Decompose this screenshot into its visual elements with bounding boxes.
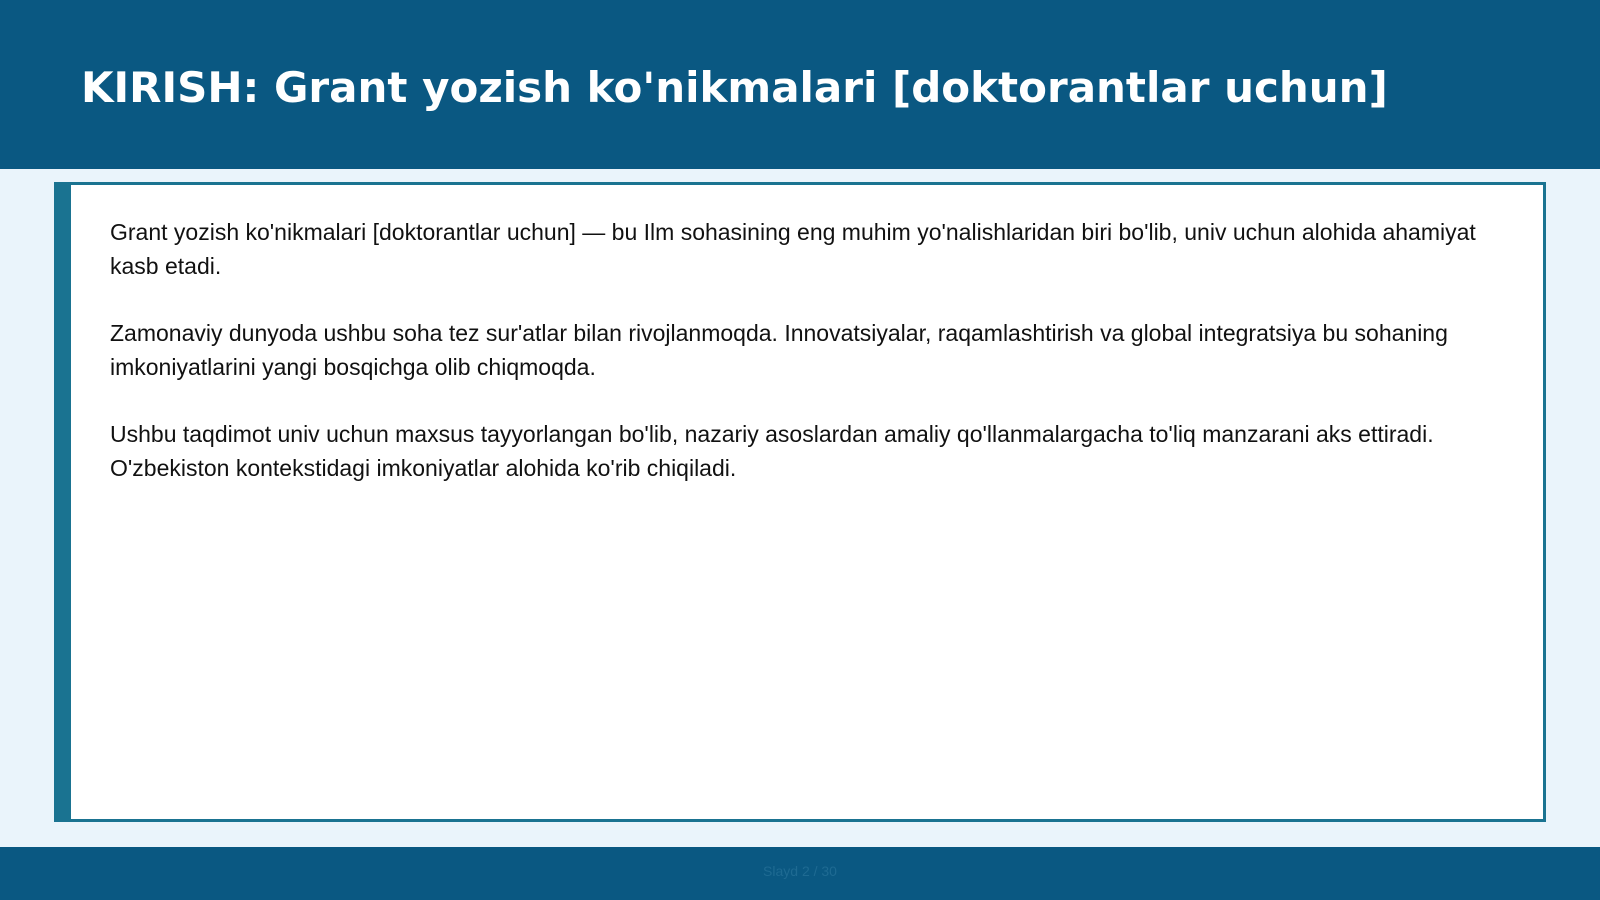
slide-header xyxy=(0,0,1600,169)
slide-title: KIRISH: Grant yozish ko'nikmalari [doktorantlar uchun] xyxy=(81,63,1388,112)
paragraph-presentation: Ushbu taqdimot univ uchun maxsus tayyorlangan bo'lib, nazariy asoslardan amaliy qo'llanmalargacha to'liq manzarani aks ettiradi. O'zbekiston kontekstidagi imkoniyatlar alohida ko'rib chiqiladi. xyxy=(110,421,1434,481)
paragraph-modern-world: Zamonaviy dunyoda ushbu soha tez sur'atlar bilan rivojlanmoqda. Innovatsiyalar, raqamlashtirish va global integratsiya bu sohaning imkoniyatlarini yangi bosqichga olib chiqmoqda. xyxy=(110,320,1448,380)
paragraph-intro: Grant yozish ko'nikmalari [doktorantlar uchun] — bu Ilm sohasining eng muhim yo'nalishlaridan biri bo'lib, univ uchun alohida ahamiyat kasb etadi. xyxy=(110,219,1476,279)
slide-number: Slayd 2 / 30 xyxy=(763,863,837,879)
content-text xyxy=(110,215,1510,518)
slide-footer xyxy=(0,847,1600,900)
content-card xyxy=(54,182,1546,822)
